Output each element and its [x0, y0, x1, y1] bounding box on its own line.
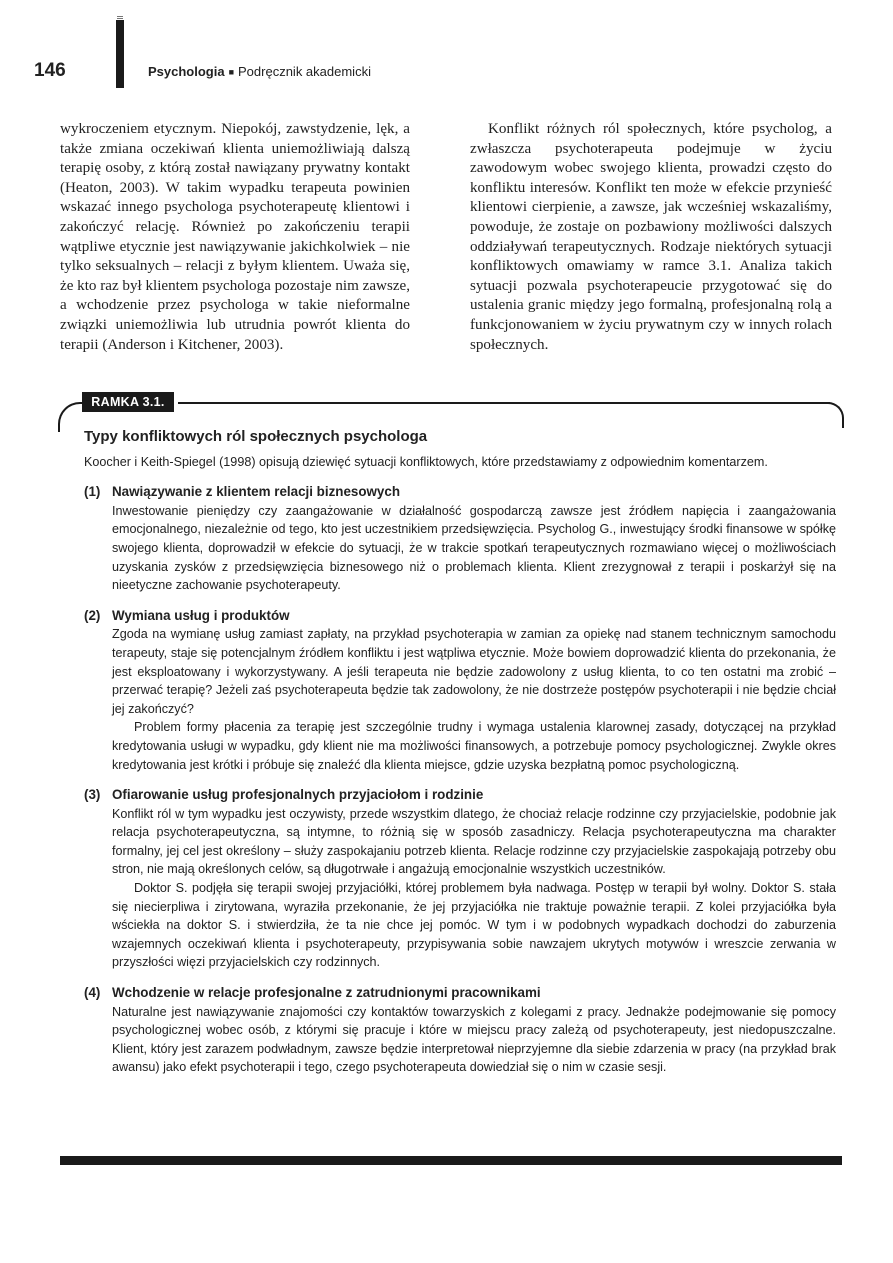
section-number: (3)	[84, 787, 101, 803]
title-separator-icon: ■	[228, 67, 235, 77]
frame-title: Typy konfliktowych ról społecznych psychologa	[84, 428, 428, 445]
frame-corner-right	[826, 402, 844, 428]
section-body	[112, 625, 836, 774]
frame-corner-left	[58, 402, 82, 432]
section-1	[84, 483, 836, 595]
section-title: Wchodzenie w relacje profesjonalne z zatrudnionymi pracownikami	[112, 985, 541, 1001]
section-paragraph: Inwestowanie pieniędzy czy zaangażowanie w działalność gospodarczą zawsze jest źródłem napięcia i zaangażowania emocjonalnego, niezależnie od tego, kto jest uczestnikiem przedsięwzięcia. Psycholog G., inwestujący środki finansowe w spółkę swojego klienta, doprowadził w efekcie do sytuacji, że w trakcie spotkań terapeutycznych rozmawiano więcej o możliwościach uzyskania zysków z przedsięwzięcia biznesowego niż o problemach klienta. Klient zrezygnował z terapii i poskarżył się na nieetyczne zachowanie psychoterapeuty.	[112, 503, 836, 593]
section-body	[112, 1003, 836, 1077]
section-body	[112, 502, 836, 595]
section-3	[84, 786, 836, 972]
page-header	[28, 56, 868, 96]
running-title	[148, 64, 371, 79]
section-heading	[84, 984, 836, 1003]
header-bar	[116, 20, 124, 88]
frame-intro: Koocher i Keith-Spiegel (1998) opisują dziewięć sytuacji konfliktowych, które przedstawiamy z odpowiednim komentarzem.	[84, 454, 768, 469]
section-heading	[84, 786, 836, 805]
section-paragraph: Doktor S. podjęła się terapii swojej przyjaciółki, której problemem była nadwaga. Postęp w terapii był wolny. Doktor S. stała się niecierpliwa i zirytowana, wyraziła przekonanie, że jej przyjaciółka nie traktuje poważnie terapii. Z kolei przyjaciółka była wściekła na doktor S. i stwierdziła, że ta nie chce jej pomóc. W tym i w podobnych wypadkach dochodzi do zaburzenia wzajemnych oczekiwań klienta i psychoterapeuty, przypisywania sobie nawzajem ukrytych motywów i wreszcie zerwania w przyszłości więzi przyjacielskich czy rodzinnych.	[112, 881, 836, 970]
section-title: Ofiarowanie usług profesjonalnych przyjaciołom i rodzinie	[112, 787, 484, 803]
left-column-text: wykroczeniem etycznym. Niepokój, zawstydzenie, lęk, a także zmiana oczekiwań klienta uniemożliwiają dalszą terapię osoby, z którą został nawiązany prywatny kontakt (Heaton, 2003). W takim wypadku terapeuta powinien wskazać innego psychologa psychoterapeutę klientowi i zakończyć relację. Również po zakończeniu terapii wątpliwe etycznie jest nawiązywanie jakichkolwiek – nie tylko seksualnych – relacji z byłym klientem. Uważa się, że kto raz był klientem psychologa pozostaje nim zawsze, a wchodzenie przez psychologa w takie nieformalne związki uniemożliwia lub utrudnia powrót klienta do terapii (Anderson i Kitchener, 2003).	[60, 121, 410, 353]
section-heading	[84, 607, 836, 626]
section-body	[112, 805, 836, 972]
section-paragraph: Problem formy płacenia za terapię jest szczególnie trudny i wymaga ustalenia klarownej zasady, dotyczącej na przykład kredytowania usługi w wypadku, gdy klient nie ma możliwości finansowych, a potrzebuje pomocy psychologicznej. Zwykle okres kredytowania jest krótki i próbuje się znaleźć dla klienta miejsce, gdzie uzyska bezpłatną pomoc psychologiczną.	[112, 720, 836, 772]
section-2	[84, 607, 836, 774]
section-heading	[84, 483, 836, 502]
frame-box	[58, 392, 844, 1164]
section-number: (1)	[84, 484, 101, 500]
section-4	[84, 984, 836, 1077]
frame-label: RAMKA 3.1.	[82, 392, 174, 412]
section-paragraph: Naturalne jest nawiązywanie znajomości czy kontaktów towarzyskich z kolegami z pracy. Jednakże podejmowanie się pomocy psychologicznej wobec osób, z którymi się pracuje i które w miejscu pracy zależą od psychoterapeuty, jest niedopuszczalne. Klient, który jest zarazem podwładnym, zawsze będzie interpretował nieprzyjemne dla siebie zdarzenia w pracy (na przykład brak awansu) jako efekt psychoterapii i tego, czego psychoterapeuta dowiedział się o nim w czasie sesji.	[112, 1004, 836, 1075]
section-paragraph: Zgoda na wymianę usług zamiast zapłaty, na przykład psychoterapia w zamian za opiekę nad stanem technicznym samochodu terapeuty, staje się potencjalnym źródłem konfliktu i jest wątpliwa etycznie. Może bowiem doprowadzić klienta do przekonania, że jest eksploatowany i wykorzystywany. A jeśli terapeuta nie będzie zadowolony z usług klienta, to co ten ostatni ma zrobić – przerwać terapię? Jeżeli zaś psychoterapeuta będzie tak zadowolony, że nie dostrzeże postępów psychoterapii i nie będzie chciał jej zakończyć?	[112, 627, 836, 716]
frame-bottom-rule	[60, 1156, 842, 1165]
section-paragraph: Konflikt ról w tym wypadku jest oczywisty, przede wszystkim dlatego, że chociaż relacje rodzinne czy przyjacielskie, podobnie jak relacja psychoterapeutyczna, są intymne, to różnią się w sposób zasadniczy. Relacja psychoterapeutyczna ma charakter formalny, jej cel jest określony – służy zaspokajaniu potrzeb klienta. Relacje rodzinne czy przyjacielskie zaspokajają potrzeby obu stron, nie mają określonych celów, są długotrwałe i angażują emocjonalnie wszystkich uczestników.	[112, 806, 836, 877]
section-number: (4)	[84, 985, 101, 1001]
page-number: 146	[34, 60, 66, 81]
right-column-text: Konflikt różnych ról społecznych, które psycholog, a zwłaszcza psychoterapeuta podejmuje w życiu zawodowym wobec swojego klienta, prowadzi często do konfliktu interesów. Konflikt ten może w efekcie przynieść klientowi cierpienie, a zawsze, jak wcześniej wskazaliśmy, powoduje, że zostaje on pozbawiony możliwości dalszych oddziaływań terapeutycznych. Rodzaje niektórych sytuacji konfliktowych omawiamy w ramce 3.1. Analiza takich sytuacji pozwala psychoterapeucie przygotować się do ustalenia granic między jego formalną, profesjonalną rolą a funkcjonowaniem w życiu prywatnym czy w innych rolach społecznych.	[470, 121, 832, 353]
book-title: Psychologia	[148, 64, 225, 79]
section-title: Nawiązywanie z klientem relacji biznesowych	[112, 484, 401, 500]
section-title: Wymiana usług i produktów	[112, 607, 290, 623]
section-number: (2)	[84, 607, 101, 623]
frame-top-rule	[178, 402, 830, 404]
frame-content	[84, 428, 836, 1089]
book-subtitle: Podręcznik akademicki	[238, 64, 371, 79]
